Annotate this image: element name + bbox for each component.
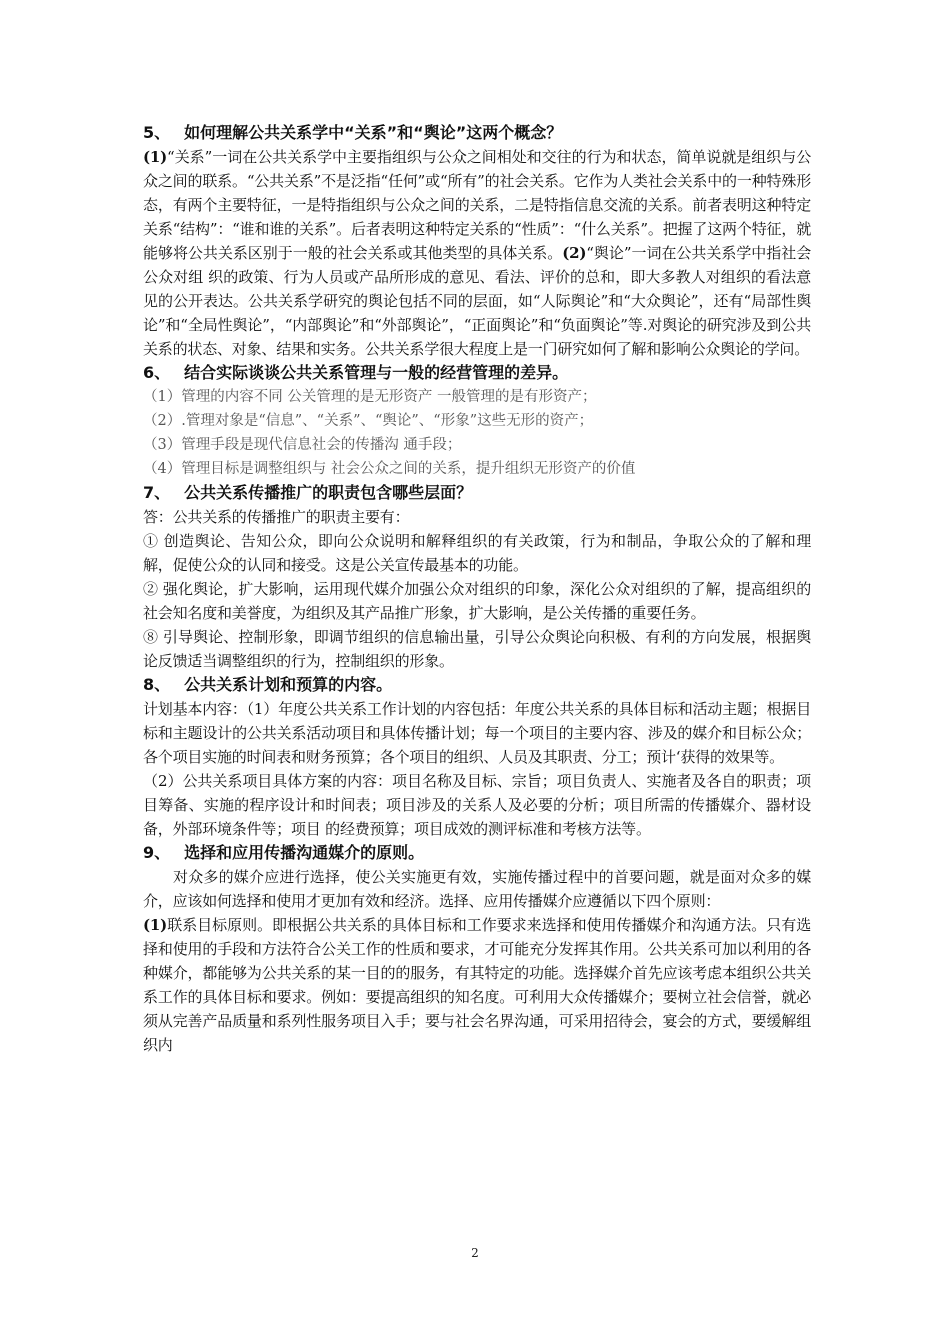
list-item: ⑧ 引导舆论、控制形象，即调节组织的信息输出量，引导公众舆论向积极、有利的方向发展，根据舆论反馈适当调整组织的行为，控制组织的形象。 <box>143 628 811 670</box>
list-item: （3）管理手段是现代信息社会的传播沟 通手段； <box>143 437 462 453</box>
paragraph-text: “舆论”一词在公共关系学中指社会公众对组 织的政策、行为人员或产品所形成的意见、看法、评价的总和，即大多教人对组织的看法意见的公开表达。公共关系学研究的舆论包括不同的层面，如“人际舆论”和“大众舆论”，还有“局部性舆论”和“全局性舆论”，“内部舆论”和“外部舆论”，“正面舆论”和“负面舆论”等.对舆论的研究涉及到公共关系的状态、对象、结果和实务。公共关系学很大程度上是一门研究如何了解和影响公众舆论的学问。 <box>143 244 812 358</box>
list-item: ① 创造舆论、告知公众，即向公众说明和解释组织的有关政策，行为和制品，争取公众的了解和理解，促使公众的认同和接受。这是公关宣传最基本的功能。 <box>143 532 811 574</box>
list-item: ② 强化舆论，扩大影响，运用现代媒介加强公众对组织的印象，深化公众对组织的了解，提高组织的社会知名度和美誉度，为组织及其产品推广形象，扩大影响，是公关传播的重要任务。 <box>143 580 811 622</box>
paragraph: 计划基本内容：（1）年度公共关系工作计划的内容包括：年度公共关系的具体目标和活动主题；根据目标和主题设计的公共关系活动项目和具体传播计划；每一个项目的主要内容、涉及的媒介和目标公众；各个项目实施的时间表和财务预算；各个项目的组织、人员及其职责、分工；预计‘获得的效果等。 <box>143 700 811 766</box>
page-content <box>143 121 811 1057</box>
question-7-heading <box>143 481 811 505</box>
paragraph-text: “关系”一词在公共关系学中主要指组织与公众之间相处和交往的行为和状态，简单说就是组织与公众之间的联系。“公共关系”不是泛指“任何”或“所有”的社会关系。它作为人类社会关系中的一种特殊形态，有两个主要特征，一是特指组织与公众之间的关系，二是特指信息交流的关系。前者表明这种特定关系“结构”：“谁和谁的关系”。后者表明这种特定关系的“性质”：“什么关系”。把握了这两个特征，就能够将公共关系区别于一般的社会关系或其他类型的具体关系。 <box>143 148 811 262</box>
question-5-heading <box>143 121 811 145</box>
question-number: 7、 <box>143 483 171 502</box>
list-item: （2）.管理对象是“信息”、“关系”、“舆论”、“形象”这些无形的资产； <box>143 413 594 429</box>
answer-intro: 答：公共关系的传播推广的职责主要有： <box>143 508 410 526</box>
question-title: 公共关系计划和预算的内容。 <box>184 675 393 694</box>
question-title: 选择和应用传播沟通媒介的原则。 <box>184 843 425 862</box>
question-title: 如何理解公共关系学中“关系”和“舆论”这两个概念？ <box>184 123 563 142</box>
item-marker: (1) <box>143 148 168 166</box>
question-8-heading <box>143 673 811 697</box>
list-item: （1）管理的内容不同 公关管理的是无形资产 一般管理的是有形资产； <box>143 389 597 405</box>
item-marker: (1) <box>143 916 168 934</box>
item-marker: (2) <box>562 244 587 262</box>
question-5-answer <box>143 145 811 361</box>
paragraph: （2）公共关系项目具体方案的内容：项目名称及目标、宗旨；项目负责人、实施者及各自的职责；项目筹备、实施的程序设计和时间表；项目涉及的关系人及必要的分析；项目所需的传播媒介、器材设备，外部环境条件等；项目 的经费预算；项目成效的测评标准和考核方法等。 <box>143 772 811 838</box>
paragraph-text: 联系目标原则。即根据公共关系的具体目标和工作要求来选择和使用传播媒介和沟通方法。只有选择和使用的手段和方法符合公关工作的性质和要求，才可能充分发挥其作用。公共关系可加以利用的各种媒介，都能够为公共关系的某一目的的服务，有其特定的功能。选择媒介首先应该考虑本组织公共关系工作的具体目标和要求。例如：要提高组织的知名度。可利用大众传播媒介；要树立社会信誉，就必须从完善产品质量和系列性服务项目入手；要与社会名界沟通，可采用招待会，宴会的方式，要缓解组织内 <box>143 916 811 1054</box>
question-number: 6、 <box>143 363 171 382</box>
paragraph <box>143 913 811 1057</box>
question-title: 结合实际谈谈公共关系管理与一般的经营管理的差异。 <box>184 363 569 382</box>
question-9-heading <box>143 841 811 865</box>
question-number: 5、 <box>143 123 171 142</box>
question-title: 公共关系传播推广的职责包含哪些层面？ <box>184 483 473 502</box>
question-number: 8、 <box>143 675 171 694</box>
list-item: （4）管理目标是调整组织与 社会公众之间的关系，提升组织无形资产的价值 <box>143 461 636 477</box>
question-6-heading <box>143 361 811 385</box>
page-number: 2 <box>471 1246 479 1260</box>
paragraph: 对众多的媒介应进行选择，使公关实施更有效，实施传播过程中的首要问题，就是面对众多的媒介，应该如何选择和使用才更加有效和经济。选择、应用传播媒介应遵循以下四个原则： <box>143 868 811 910</box>
question-number: 9、 <box>143 843 171 862</box>
